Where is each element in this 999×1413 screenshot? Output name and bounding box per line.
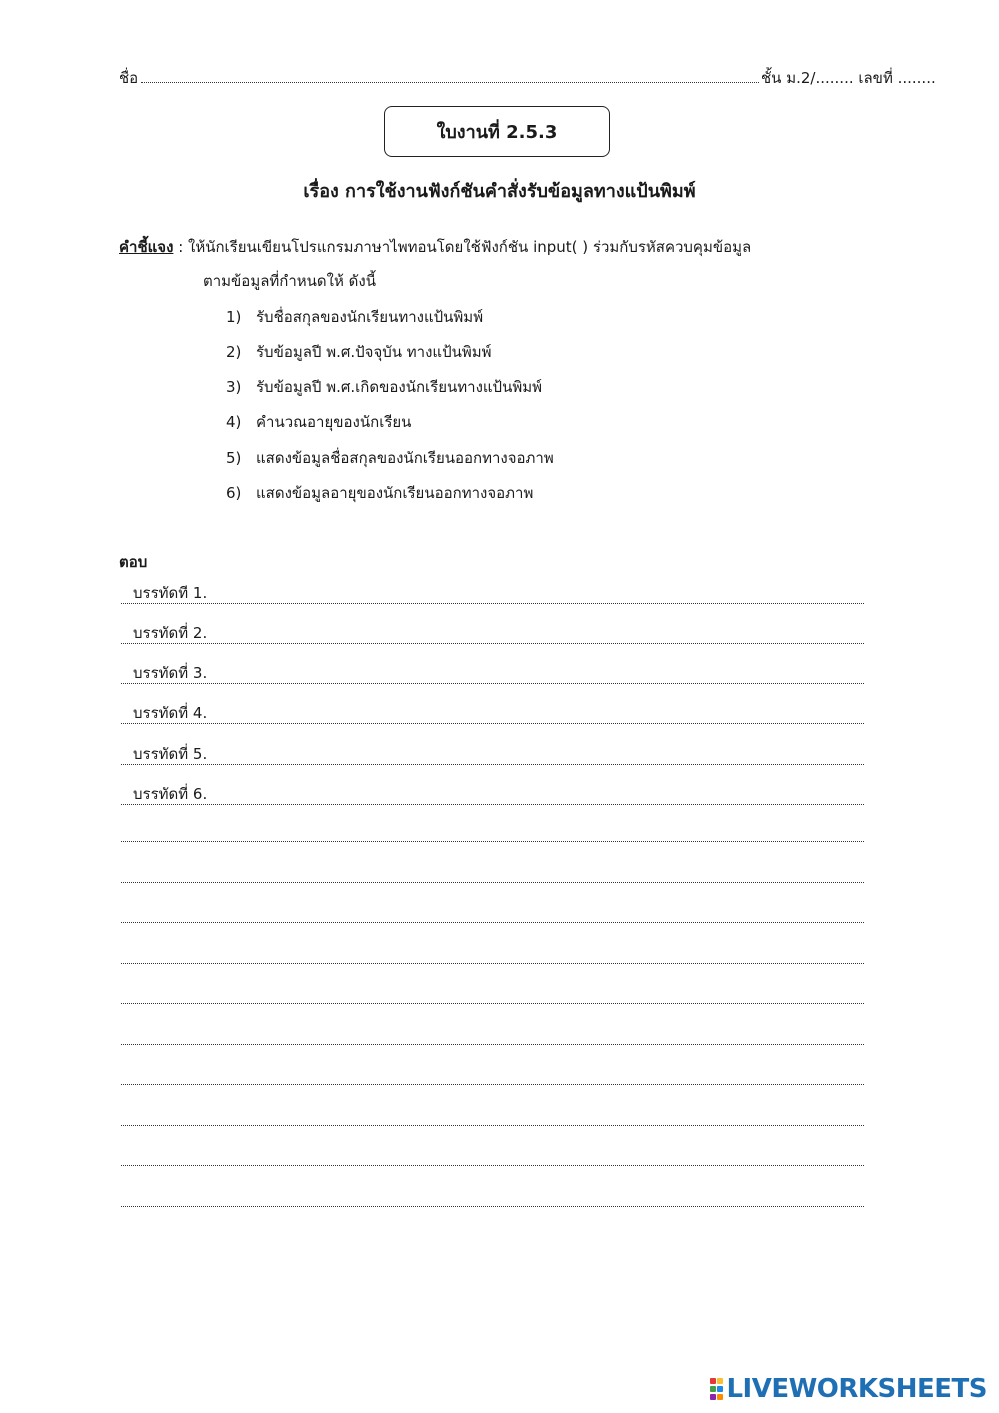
instructions-label: คำชี้แจง [119, 238, 174, 256]
list-item-number: 6) [226, 484, 242, 502]
list-item [226, 410, 411, 434]
list-item-text: รับข้อมูลปี พ.ศ.เกิดของนักเรียนทางแป้นพิมพ์ [256, 378, 542, 396]
liveworksheets-logo-text: LIVEWORKSHEETS [726, 1374, 987, 1404]
answer-line-5[interactable] [121, 738, 864, 765]
blank-answer-line[interactable] [121, 856, 864, 883]
answer-line-label: บรรทัดที่ 2. [133, 624, 208, 642]
list-item [226, 481, 533, 505]
name-field[interactable] [141, 82, 759, 83]
list-item-number: 3) [226, 378, 242, 396]
answer-line-label: บรรทัดที่ 3. [133, 664, 208, 682]
answer-line-label: บรรทัดที่ 4. [133, 704, 208, 722]
liveworksheets-logo-icon [710, 1374, 724, 1404]
blank-answer-line[interactable] [121, 1180, 864, 1207]
answer-line-4[interactable] [121, 697, 864, 724]
list-item-text: รับข้อมูลปี พ.ศ.ปัจจุบัน ทางแป้นพิมพ์ [256, 343, 492, 361]
answer-line-label: บรรทัดที่ 6. [133, 785, 208, 803]
answer-line-label: บรรทัดที 1. [133, 584, 208, 602]
instructions-text: : ให้นักเรียนเขียนโปรแกรมภาษาไพทอนโดยใช้ฟังก์ชัน input( ) ร่วมกับรหัสควบคุมข้อมูล [173, 238, 752, 256]
list-item-text: แสดงข้อมูลชื่อสกุลของนักเรียนออกทางจอภาพ [256, 449, 554, 467]
blank-answer-line[interactable] [121, 937, 864, 964]
answer-line-3[interactable] [121, 657, 864, 684]
blank-answer-line[interactable] [121, 815, 864, 842]
answer-line-6[interactable] [121, 778, 864, 805]
answer-line-label: บรรทัดที่ 5. [133, 745, 208, 763]
list-item [226, 375, 542, 399]
list-item-text: รับชื่อสกุลของนักเรียนทางแป้นพิมพ์ [256, 308, 484, 326]
answer-line-2[interactable] [121, 617, 864, 644]
instructions [119, 235, 751, 259]
name-label: ชื่อ [119, 69, 139, 87]
list-item-text: แสดงข้อมูลอายุของนักเรียนออกทางจอภาพ [256, 484, 534, 502]
list-item-number: 4) [226, 413, 242, 431]
blank-answer-line[interactable] [121, 1018, 864, 1045]
blank-answer-line[interactable] [121, 1099, 864, 1126]
list-item-number: 1) [226, 308, 242, 326]
blank-answer-line[interactable] [121, 1139, 864, 1166]
list-item-number: 2) [226, 343, 242, 361]
liveworksheets-logo [710, 1372, 987, 1406]
student-info-line [119, 64, 936, 88]
blank-answer-line[interactable] [121, 896, 864, 923]
answer-line-1[interactable] [121, 577, 864, 604]
instructions-continuation: ตามข้อมูลที่กำหนดให้ ดังนี้ [203, 272, 376, 290]
worksheet-title: ใบงานที่ 2.5.3 [384, 106, 610, 157]
worksheet-subject: เรื่อง การใช้งานฟังก์ชันคำสั่งรับข้อมูลทางแป้นพิมพ์ [303, 181, 696, 202]
list-item-number: 5) [226, 449, 242, 467]
list-item [226, 305, 483, 329]
answer-label: ตอบ [119, 553, 148, 571]
list-item-text: คำนวณอายุของนักเรียน [256, 413, 412, 431]
class-number-label: ชั้น ม.2/........ เลขที่ ........ [761, 69, 936, 87]
list-item [226, 340, 492, 364]
blank-answer-line[interactable] [121, 1058, 864, 1085]
blank-answer-line[interactable] [121, 977, 864, 1004]
list-item [226, 446, 554, 470]
